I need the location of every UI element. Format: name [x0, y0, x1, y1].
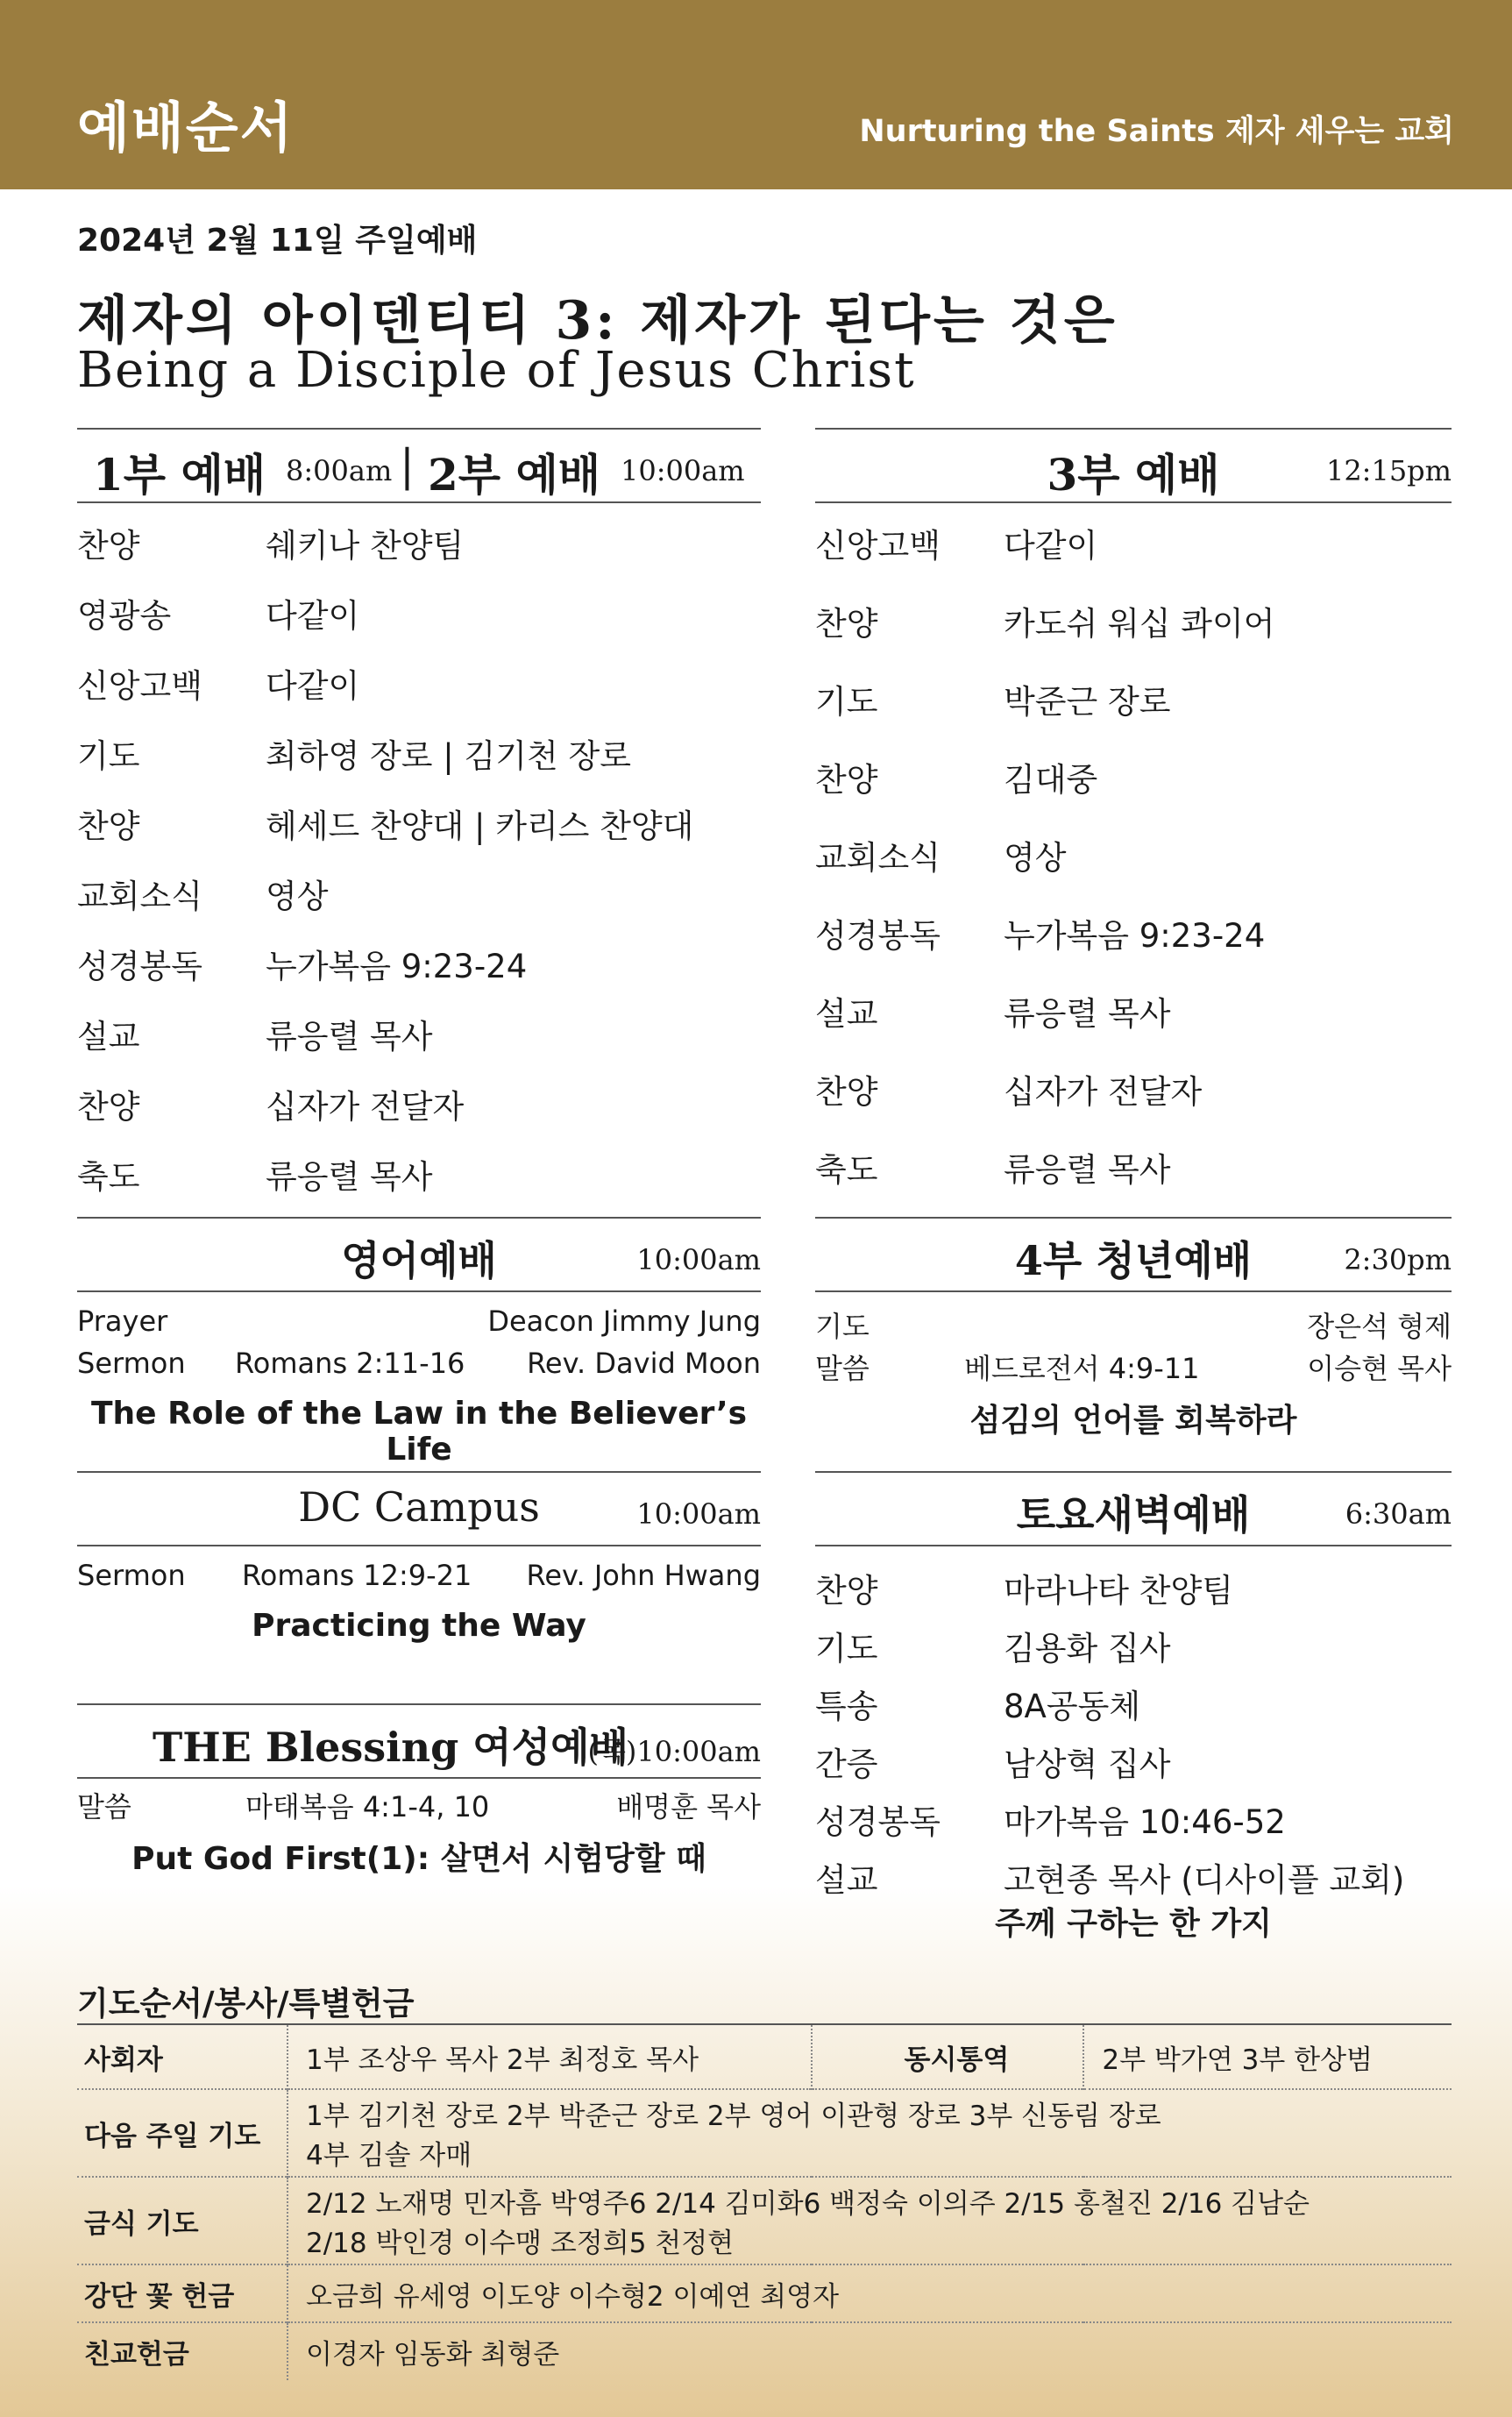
interp-value: 2부 박가연 3부 한상범: [1083, 2024, 1452, 2089]
order-item-role: 특송: [815, 1688, 878, 1725]
order-item-role: 찬양: [77, 1088, 140, 1126]
order-item-role: 찬양: [815, 761, 878, 799]
order-item-value: 류응렬 목사: [1004, 1151, 1171, 1189]
fellowship-offering-value: 이경자 임동화 최형준: [287, 2322, 1452, 2380]
order-item-role: 찬양: [77, 807, 140, 845]
order-item-value: 류응렬 목사: [1004, 995, 1171, 1033]
sermon-title-korean: 제자의 아이덴티티 3: 제자가 된다는 것은: [77, 290, 1118, 352]
order-item-role: 성경봉독: [815, 917, 941, 955]
left-column: [77, 428, 761, 1918]
order-item-value: 최하영 장로 | 김기천 장로: [266, 737, 631, 775]
order-item: [77, 856, 761, 926]
blessing-service-name: THE Blessing 여성예배: [153, 1724, 629, 1771]
order-item: [77, 645, 761, 715]
english-sermon-by: Rev. David Moon: [527, 1347, 761, 1380]
order-item-value: 영상: [1004, 839, 1067, 877]
order-item-role: 성경봉독: [77, 948, 202, 985]
order-item: [77, 926, 761, 996]
section-header-saturday: [815, 1471, 1452, 1546]
header-banner: [0, 0, 1512, 189]
order-item: [815, 1051, 1452, 1129]
service1-name: 1부 예배: [93, 449, 266, 501]
order-item-value: 남상혁 집사: [1004, 1745, 1171, 1783]
interp-label: 동시통역: [812, 2024, 1083, 2089]
order-item-role: 찬양: [77, 527, 140, 565]
order-item-role: 찬양: [815, 605, 878, 643]
order-item-role: 설교: [815, 1861, 878, 1899]
section-header-service12: [77, 428, 761, 503]
section-header-dc: [77, 1471, 761, 1546]
service-date: 2024년 2월 11일 주일예배: [77, 223, 478, 259]
order-item-value: 고현종 목사 (디사이플 교회): [1004, 1861, 1405, 1899]
fast-prayer-value: [287, 2177, 1452, 2264]
service2-time: 10:00am: [621, 454, 745, 487]
order-item: [815, 895, 1452, 973]
next-prayer-value: [287, 2089, 1452, 2177]
flower-offering-value: 오금희 유세영 이도양 이수형2 이예연 최영자: [287, 2264, 1452, 2322]
next-prayer-label: 다음 주일 기도: [77, 2089, 287, 2177]
next-prayer-line2: 4부 김솔 자매: [306, 2140, 472, 2172]
section-header-youth: [815, 1217, 1452, 1292]
saturday-sermon-title: 주께 구하는 한 가지: [995, 1906, 1272, 1942]
saturday-service-name: 토요새벽예배: [1016, 1491, 1251, 1539]
order-item: [815, 1666, 1452, 1724]
order-item: [815, 1724, 1452, 1781]
english-prayer-by: Deacon Jimmy Jung: [487, 1304, 761, 1338]
order-item-role: 영광송: [77, 597, 172, 635]
order-item: [815, 1129, 1452, 1207]
dc-campus-name: DC Campus: [298, 1483, 540, 1531]
order-item-role: 신앙고백: [77, 667, 202, 705]
order-item-value: 류응렬 목사: [266, 1018, 433, 1056]
fellowship-offering-label: 친교헌금: [77, 2322, 287, 2380]
order-item-role: 찬양: [815, 1572, 878, 1610]
order-item-value: 박준근 장로: [1004, 683, 1171, 721]
order-item-value: 누가복음 9:23-24: [1004, 917, 1266, 955]
blessing-sermon-by: 배명훈 목사: [616, 1790, 761, 1823]
flower-offering-label: 강단 꽃 헌금: [77, 2264, 287, 2322]
order-item: [815, 505, 1452, 583]
order-item-value: 카도쉬 워십 콰이어: [1004, 605, 1275, 643]
english-service-name: 영어예배: [341, 1237, 497, 1284]
duty-table: [77, 2023, 1452, 2380]
order-item: [815, 817, 1452, 895]
order-item-role: 성경봉독: [815, 1803, 941, 1841]
table-row: [77, 2322, 1452, 2380]
english-service-time: 10:00am: [636, 1243, 761, 1276]
duty-table-title: 기도순서/봉사/특별헌금: [77, 1985, 415, 2022]
youth-sermon-by: 이승현 목사: [1307, 1352, 1452, 1385]
order-item: [815, 583, 1452, 661]
table-row: [77, 2264, 1452, 2322]
order-item: [815, 1608, 1452, 1666]
order-item-value: 영상: [266, 878, 329, 915]
order-item-value: 김대중: [1004, 761, 1098, 799]
order-item-value: 다같이: [266, 597, 360, 635]
order-item-role: 기도: [77, 737, 140, 775]
order-item-role: 신앙고백: [815, 527, 941, 565]
service12-order-list: [77, 505, 761, 1206]
sermon-title-english: Being a Disciple of Jesus Christ: [77, 342, 916, 399]
section-header-blessing: [77, 1703, 761, 1779]
order-item: [815, 661, 1452, 739]
order-item-value: 마가복음 10:46-52: [1004, 1803, 1286, 1841]
order-item: [815, 973, 1452, 1051]
blessing-sermon-text: 마태복음 4:1-4, 10: [245, 1790, 490, 1823]
order-item-role: 찬양: [815, 1073, 878, 1111]
order-item: [77, 996, 761, 1066]
order-item-role: 기도: [815, 1630, 878, 1667]
order-item: [815, 1550, 1452, 1608]
order-item-value: 헤세드 찬양대 | 카리스 찬양대: [266, 807, 694, 845]
youth-prayer-by: 장은석 형제: [1307, 1310, 1452, 1343]
order-item-value: 쉐키나 찬양팀: [266, 527, 465, 565]
service3-order-list: [815, 505, 1452, 1207]
youth-sermon-text: 베드로전서 4:9-11: [964, 1352, 1200, 1385]
table-row: [77, 2177, 1452, 2264]
leader-value: 1부 조상우 목사 2부 최정호 목사: [287, 2024, 812, 2089]
dc-sermon-title: Practicing the Way: [252, 1608, 586, 1644]
right-column: [815, 428, 1452, 1962]
service1-time: 8:00am: [286, 454, 393, 487]
youth-sermon-title: 섬김의 언어를 회복하라: [969, 1403, 1297, 1439]
order-item-role: 간증: [815, 1745, 878, 1783]
dc-sermon-by: Rev. John Hwang: [526, 1559, 761, 1592]
dc-campus-time: 10:00am: [636, 1497, 761, 1531]
order-item-role: 설교: [815, 995, 878, 1033]
next-prayer-line1: 1부 김기천 장로 2부 박준근 장로 2부 영어 이관형 장로 3부 신동림 장로: [306, 2101, 1161, 2132]
section-header-service3: [815, 428, 1452, 503]
table-row: [77, 2089, 1452, 2177]
youth-service-name: 4부 청년예배: [1014, 1237, 1253, 1284]
english-sermon-title: The Role of the Law in the Believer’s Life: [90, 1396, 748, 1468]
service2-name: 2부 예배: [428, 449, 601, 501]
order-item: [77, 575, 761, 645]
saturday-service-time: 6:30am: [1345, 1497, 1452, 1531]
dc-sermon-text: Romans 12:9-21: [242, 1559, 472, 1592]
order-item-value: 마라나타 찬양팀: [1004, 1572, 1233, 1610]
order-item-role: 교회소식: [77, 878, 202, 915]
order-item-role: 설교: [77, 1018, 140, 1056]
youth-sermon-label: 말씀: [815, 1352, 870, 1385]
order-item: [77, 1136, 761, 1206]
fast-prayer-label: 금식 기도: [77, 2177, 287, 2264]
order-item-value: 김용화 집사: [1004, 1630, 1171, 1667]
order-item: [815, 1781, 1452, 1839]
youth-service-time: 2:30pm: [1344, 1243, 1452, 1276]
page-title: 예배순서: [77, 96, 295, 160]
service-separator: |: [400, 440, 415, 491]
order-item: [77, 786, 761, 856]
youth-prayer-label: 기도: [815, 1310, 870, 1343]
order-item-value: 십자가 전달자: [1004, 1073, 1203, 1111]
order-item-value: 류응렬 목사: [266, 1158, 433, 1196]
dc-sermon-label: Sermon: [77, 1559, 186, 1592]
service3-name: 3부 예배: [1047, 449, 1220, 501]
order-item-value: 다같이: [1004, 527, 1098, 565]
order-item: [77, 505, 761, 575]
order-item-role: 기도: [815, 683, 878, 721]
english-sermon-text: Romans 2:11-16: [235, 1347, 465, 1380]
fast-prayer-line1: 2/12 노재명 민자흠 박영주6 2/14 김미화6 백정숙 이의주 2/15 홍철진 2/16 김남순: [306, 2188, 1310, 2220]
table-row: [77, 2024, 1452, 2089]
blessing-sermon-title: Put God First(1): 살면서 시험당할 때: [131, 1841, 706, 1877]
service3-time: 12:15pm: [1325, 454, 1452, 487]
leader-label: 사회자: [77, 2024, 287, 2089]
section-header-english: [77, 1217, 761, 1292]
blessing-sermon-label: 말씀: [77, 1790, 131, 1823]
church-tagline: Nurturing the Saints 제자 세우는 교회: [859, 114, 1454, 149]
order-item: [77, 1066, 761, 1136]
order-item-role: 축도: [77, 1158, 140, 1196]
order-item-value: 다같이: [266, 667, 360, 705]
blessing-service-time: (목)10:00am: [587, 1735, 761, 1768]
fast-prayer-line2: 2/18 박인경 이수맹 조정희5 천정현: [306, 2228, 735, 2259]
order-item: [815, 1839, 1452, 1897]
order-item-value: 누가복음 9:23-24: [266, 948, 528, 985]
saturday-order-list: [815, 1550, 1452, 1897]
order-item: [815, 739, 1452, 817]
order-item-value: 십자가 전달자: [266, 1088, 465, 1126]
english-prayer-label: Prayer: [77, 1304, 168, 1338]
order-item: [77, 715, 761, 786]
order-item-role: 교회소식: [815, 839, 941, 877]
english-sermon-label: Sermon: [77, 1347, 186, 1380]
order-item-value: 8A공동체: [1004, 1688, 1141, 1725]
order-item-role: 축도: [815, 1151, 878, 1189]
